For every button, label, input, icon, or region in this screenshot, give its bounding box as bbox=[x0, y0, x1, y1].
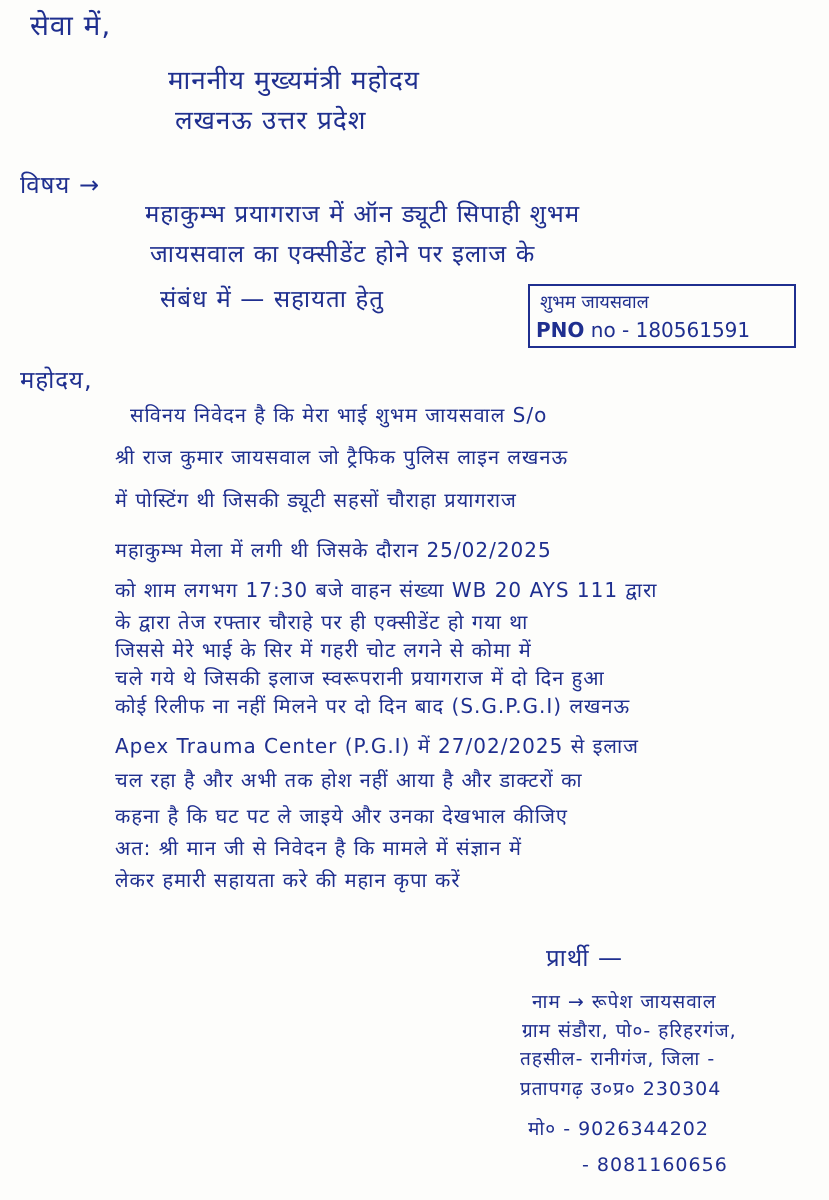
body-line-6: के द्वारा तेज रफ्तार चौराहे पर ही एक्सीडेंट हो गया था bbox=[115, 610, 529, 634]
body-line-10: Apex Trauma Center (P.G.I) में 27/02/2025 से इलाज bbox=[115, 734, 639, 758]
body-line-4: महाकुम्भ मेला में लगी थी जिसके दौरान 25/02/2025 bbox=[115, 538, 552, 562]
pno-label: PNO bbox=[536, 318, 585, 342]
body-line-11: चल रहा है और अभी तक होश नहीं आया है और डाक्टरों का bbox=[115, 768, 583, 792]
pno-box-name: शुभम जायसवाल bbox=[540, 292, 649, 313]
body-line-14: लेकर हमारी सहायता करे की महान कृपा करें bbox=[115, 868, 461, 892]
signature-mobile-1: मो० - 9026344202 bbox=[528, 1118, 709, 1140]
subject-line-2: जायसवाल का एक्सीडेंट होने पर इलाज के bbox=[150, 240, 536, 268]
greeting: महोदय, bbox=[20, 366, 93, 394]
body-line-2: श्री राज कुमार जायसवाल जो ट्रैफिक पुलिस लाइन लखनऊ bbox=[115, 445, 569, 469]
pno-value: no - 180561591 bbox=[590, 318, 751, 342]
body-line-8: चले गये थे जिसकी इलाज स्वरूपरानी प्रयागराज में दो दिन हुआ bbox=[115, 666, 605, 690]
signature-address-1: ग्राम संडौरा, पो०- हरिहरगंज, bbox=[522, 1020, 737, 1042]
signature-address-3: प्रतापगढ़ उ०प्र० 230304 bbox=[520, 1078, 722, 1100]
body-line-7: जिससे मेरे भाई के सिर में गहरी चोट लगने से कोमा में bbox=[115, 638, 532, 662]
addressee-line-2: लखनऊ उत्तर प्रदेश bbox=[175, 106, 367, 136]
subject-line-3: संबंध में — सहायता हेतु bbox=[160, 285, 384, 313]
body-line-1: सविनय निवेदन है कि मेरा भाई शुभम जायसवाल S/o bbox=[130, 403, 548, 427]
pno-box bbox=[528, 284, 796, 348]
subject-line-1: महाकुम्भ प्रयागराज में ऑन ड्यूटी सिपाही शुभम bbox=[145, 200, 581, 228]
salutation: सेवा में, bbox=[30, 9, 112, 42]
signature-heading: प्रार्थी — bbox=[546, 944, 624, 972]
pno-box-number bbox=[536, 318, 750, 342]
signature-name: नाम → रूपेश जायसवाल bbox=[532, 991, 717, 1013]
signature-mobile-2: - 8081160656 bbox=[582, 1154, 728, 1176]
body-line-3: में पोस्टिंग थी जिसकी ड्यूटी सहसों चौराहा प्रयागराज bbox=[115, 488, 517, 512]
body-line-9: कोई रिलीफ ना नहीं मिलने पर दो दिन बाद (S.G.P.G.I) लखनऊ bbox=[115, 694, 631, 718]
addressee-line-1: माननीय मुख्यमंत्री महोदय bbox=[168, 66, 420, 96]
subject-label: विषय → bbox=[20, 171, 101, 199]
signature-address-2: तहसील- रानीगंज, जिला - bbox=[520, 1048, 716, 1070]
body-line-5: को शाम लगभग 17:30 बजे वाहन संख्या WB 20 AYS 111 द्वारा bbox=[115, 578, 658, 602]
body-line-13: अत: श्री मान जी से निवेदन है कि मामले में संज्ञान में bbox=[115, 836, 522, 860]
body-line-12: कहना है कि घट पट ले जाइये और उनका देखभाल कीजिए bbox=[115, 804, 568, 828]
